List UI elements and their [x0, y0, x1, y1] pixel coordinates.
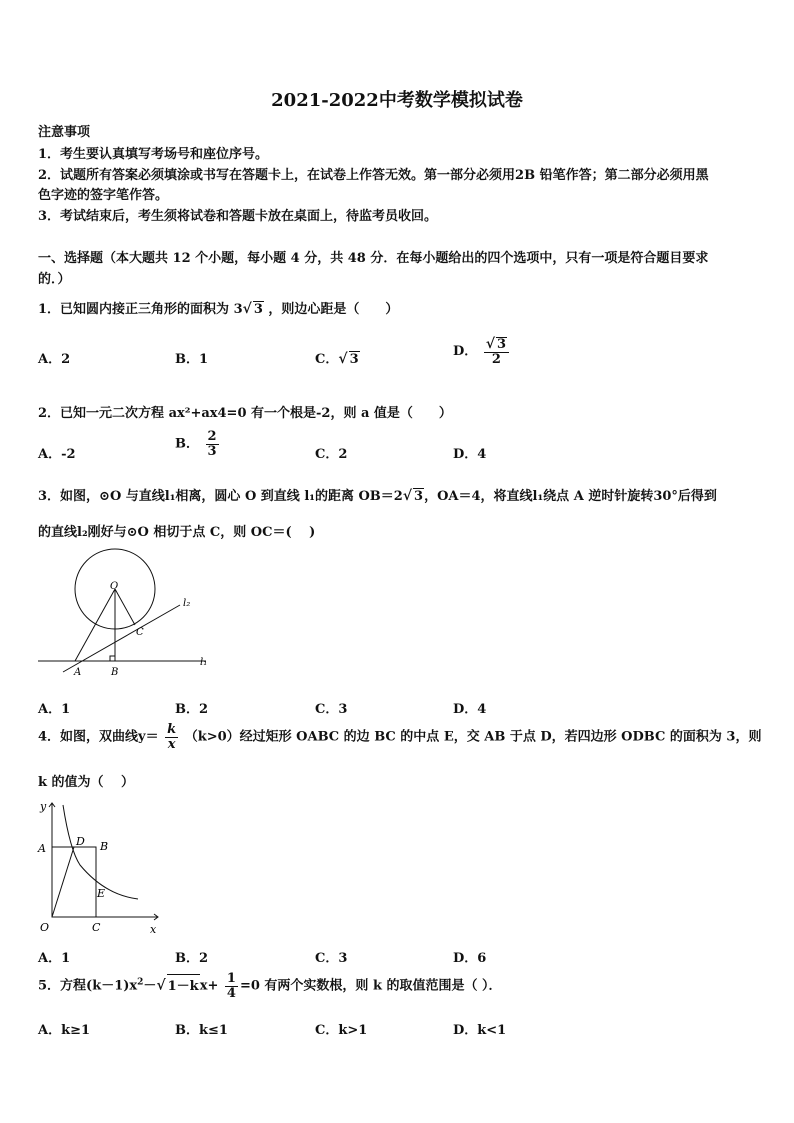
q4-frac-den: x: [167, 736, 176, 752]
q4-stem-pre: 4．如图，双曲线y＝: [38, 729, 159, 745]
q4-figure: [30, 795, 175, 940]
label-l1: l₁: [200, 657, 208, 668]
label-b: B: [100, 840, 109, 853]
label-c: C: [92, 921, 101, 934]
label-a: A: [74, 667, 82, 678]
q5-eq-part-c: x+: [199, 978, 219, 994]
note-item-2-cont: 色字迹的签字笔作答。: [38, 188, 169, 203]
note-item-1: 1．考生要认真填写考场号和座位序号。: [38, 147, 269, 162]
question-1: [38, 298, 398, 317]
q3-stem-post: ，OA＝4，将直线l₁绕点 A 逆时针旋转30°后得到: [424, 489, 717, 504]
note-item-3: 3．考试结束后，考生须将试卷和答题卡放在桌面上，待监考员收回。: [38, 209, 438, 224]
sqrt-sign: √: [402, 488, 413, 504]
q1-option-d-fraction: [484, 337, 509, 366]
q1-option-d-num: 3: [497, 337, 507, 352]
sqrt-sign: √: [338, 351, 348, 367]
q4-option-c[interactable]: C．3: [315, 951, 348, 966]
q4-option-d[interactable]: D．6: [453, 951, 487, 966]
label-x: x: [150, 923, 157, 936]
label-l2: l₂: [183, 598, 191, 609]
q2-option-b-fraction: [206, 430, 219, 458]
q3-stem-pre: 3．如图，⊙O 与直线l₁相离，圆心 O 到直线 l₁的距离 OB＝2: [38, 489, 403, 504]
question-3: [38, 485, 717, 504]
question-3-cont: 的直线l₂刚好与⊙O 相切于点 C，则 OC＝( ): [38, 525, 316, 540]
segment-oc: [115, 589, 135, 625]
label-a: A: [38, 842, 46, 855]
sqrt-sign: √: [156, 977, 166, 994]
q5-option-c[interactable]: C．k>1: [315, 1023, 368, 1038]
q4-frac-num: k: [167, 722, 177, 737]
q4-option-b[interactable]: B．2: [175, 951, 209, 966]
q5-eq-part-a: (k－1)x: [86, 978, 138, 994]
q3-option-c[interactable]: C．3: [315, 702, 348, 717]
section-heading: 一、选择题（本大题共 12 个小题，每小题 4 分，共 48 分．在每小题给出的四个选项中，只有一项是符合题目要求: [38, 251, 709, 266]
label-o: O: [110, 581, 119, 592]
q4-stem-post: （k>0）经过矩形 OABC 的边 BC 的中点 E，交 AB 于点 D，若四边形 ODBC 的面积为 3，则: [184, 729, 762, 745]
section-heading-cont: 的．）: [38, 272, 71, 287]
question-4-cont: k 的值为（ ）: [38, 775, 135, 790]
q3-radicand: 3: [414, 489, 424, 504]
q1-option-d-den: 2: [491, 351, 501, 367]
q2-option-b-num: 2: [207, 429, 217, 444]
label-d: D: [76, 835, 85, 848]
q5-option-a[interactable]: A．k≥1: [38, 1023, 91, 1038]
q2-option-c[interactable]: C．2: [315, 447, 348, 462]
q2-option-a[interactable]: A．-2: [38, 447, 76, 462]
notes-heading: 注意事项: [38, 125, 91, 140]
q1-option-d[interactable]: [453, 337, 511, 366]
q2-option-b[interactable]: [175, 430, 221, 458]
q5-eq-end: =0: [239, 978, 260, 994]
q5-frac-den: 4: [226, 985, 236, 1001]
q1-stem-post: ，则边心距是（ ）: [268, 302, 399, 317]
label-b: B: [111, 667, 119, 678]
label-c: C: [136, 627, 144, 638]
q2-option-b-den: 3: [207, 443, 217, 459]
question-5: [38, 972, 502, 1000]
q1-coef: 3: [233, 302, 243, 317]
line-l2: [63, 605, 180, 672]
label-y: y: [40, 800, 47, 813]
segment-od: [52, 847, 74, 917]
q1-option-d-label: D．: [453, 344, 478, 360]
q5-eq-radicand: 1－k: [167, 974, 200, 994]
q1-option-b[interactable]: B．1: [175, 352, 209, 367]
q3-figure: [30, 545, 220, 680]
sqrt-sign: √: [485, 336, 496, 352]
q1-radicand: 3: [253, 302, 263, 317]
label-o: O: [40, 921, 50, 934]
q5-eq-exponent: 2: [137, 977, 144, 988]
q1-option-a[interactable]: A．2: [38, 352, 71, 367]
q4-fraction: [165, 723, 178, 751]
note-item-2: 2．试题所有答案必须填涂或书写在答题卡上，在试卷上作答无效。第一部分必须用2B 铅笔作答；第二部分必须用黑: [38, 168, 709, 183]
q5-option-b[interactable]: B．k≤1: [175, 1023, 228, 1038]
q5-stem-post: 有两个实数根，则 k 的取值范围是（ ）．: [264, 978, 502, 994]
right-angle-mark: [110, 656, 115, 661]
q3-option-a[interactable]: A．1: [38, 702, 71, 717]
q3-option-d[interactable]: D．4: [453, 702, 487, 717]
q2-option-b-label: B．: [175, 436, 199, 452]
q2-option-d[interactable]: D．4: [453, 447, 487, 462]
page-title: 2021-2022中考数学模拟试卷: [271, 90, 523, 111]
question-4: [38, 723, 761, 751]
q3-option-b[interactable]: B．2: [175, 702, 209, 717]
q1-stem-pre: 1．已知圆内接正三角形的面积为: [38, 302, 230, 317]
q5-option-d[interactable]: D．k<1: [453, 1023, 507, 1038]
q1-option-c-label: C．: [315, 352, 339, 367]
q5-eq-minus: －: [143, 978, 157, 994]
label-e: E: [97, 887, 106, 900]
q4-option-a[interactable]: A．1: [38, 951, 71, 966]
q5-stem-pre: 5．方程: [38, 978, 87, 994]
sqrt-sign: √: [242, 301, 252, 317]
segment-oa: [75, 589, 115, 661]
q5-fraction: [225, 972, 238, 1000]
rectangle-oabc: [52, 847, 96, 917]
q5-frac-num: 1: [226, 971, 236, 986]
q1-option-c[interactable]: [315, 348, 360, 367]
question-2: 2．已知一元二次方程 ax²+ax4=0 有一个根是-2，则 a 值是（ ）: [38, 406, 452, 421]
q1-option-c-radicand: 3: [349, 352, 359, 367]
